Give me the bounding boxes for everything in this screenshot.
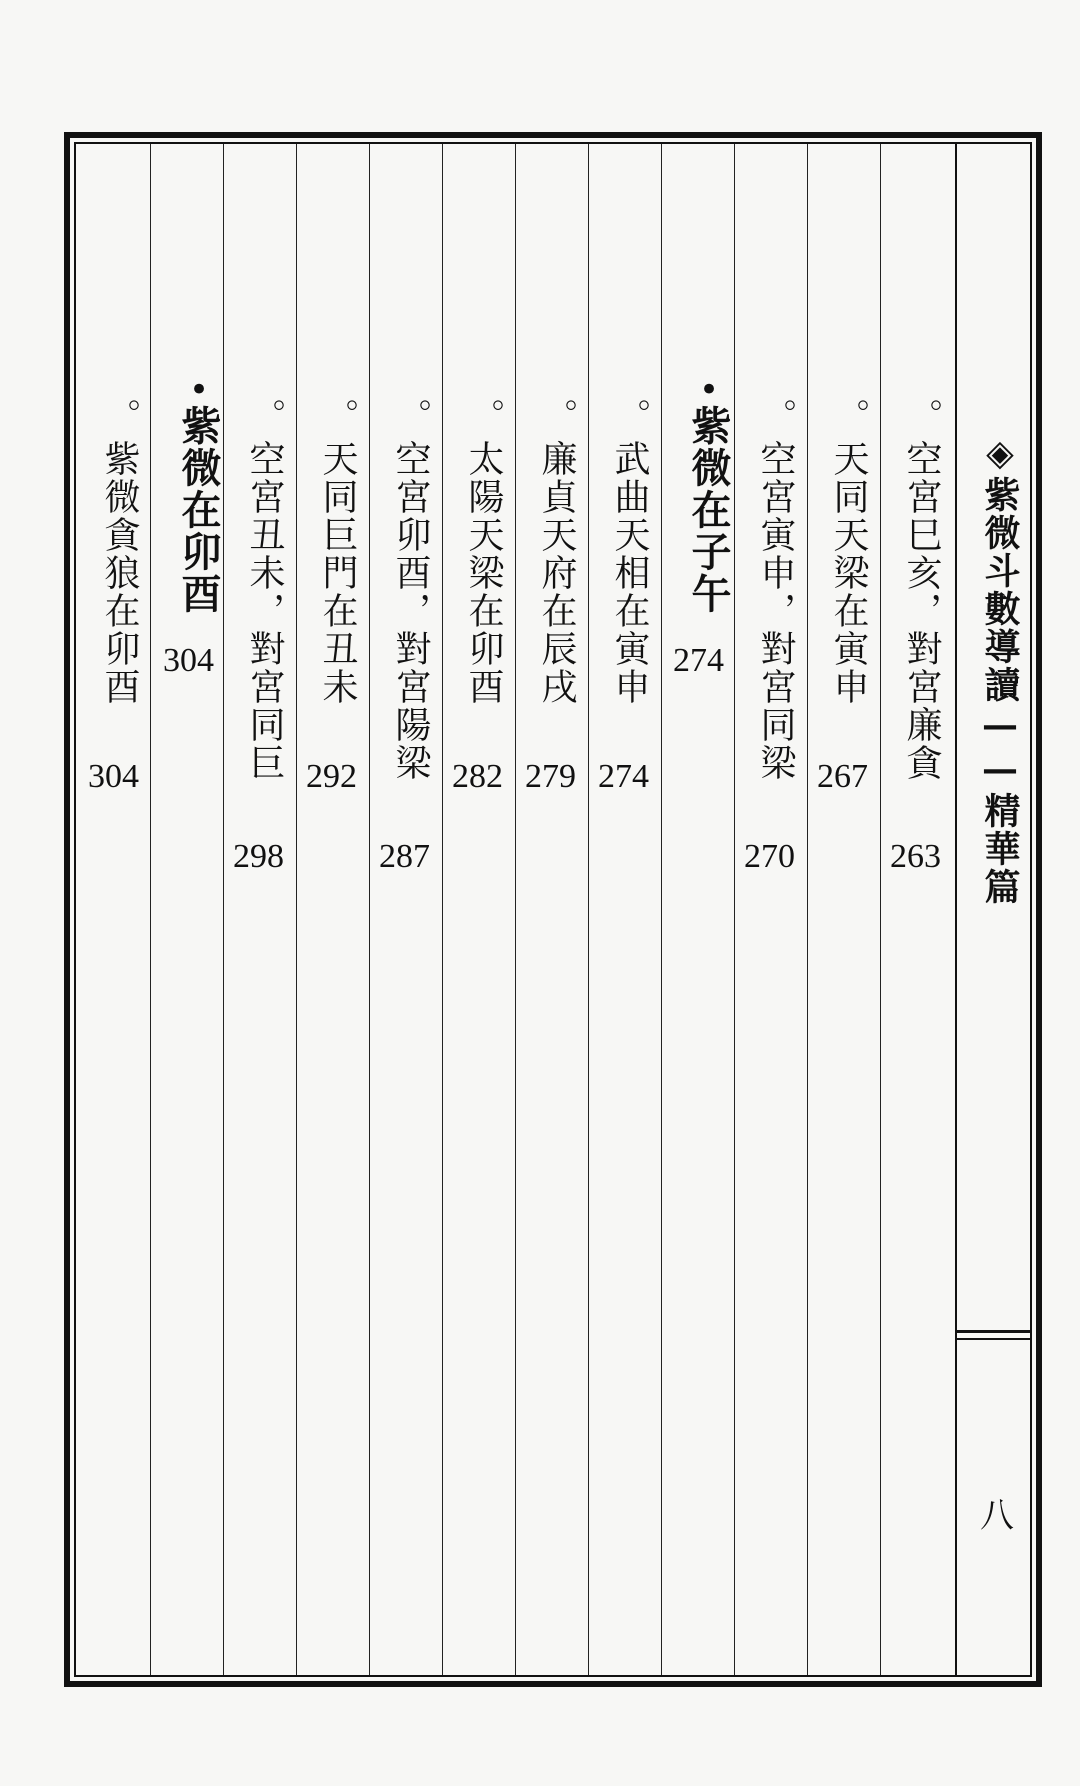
- toc-section-heading: 紫微在子午: [685, 405, 731, 615]
- column-divider: [880, 144, 881, 1675]
- toc-entry-text: 武曲天相在寅申: [609, 440, 650, 706]
- toc-entry-text: 天同巨門在丑未: [317, 440, 358, 706]
- column-divider: [515, 144, 516, 1675]
- entry-marker: 。: [538, 398, 578, 432]
- entry-marker: 。: [246, 398, 286, 432]
- toc-page-number: 274: [598, 758, 649, 795]
- entry-marker: 。: [830, 398, 870, 432]
- toc-entry-text: 空宮寅申，對宮同梁: [755, 440, 796, 782]
- toc-page-number: 279: [525, 758, 576, 795]
- toc-entry-text: 天同天梁在寅申: [828, 440, 869, 706]
- entry-marker: 。: [465, 398, 505, 432]
- column-divider: [369, 144, 370, 1675]
- column-divider: [734, 144, 735, 1675]
- column-divider: [223, 144, 224, 1675]
- heading-bullet: •: [179, 370, 219, 410]
- column-divider: [588, 144, 589, 1675]
- toc-page-number: 304: [88, 758, 139, 795]
- column-divider: [661, 144, 662, 1675]
- toc-page-number: 298: [233, 838, 284, 875]
- toc-entry-text: 空宮丑未，對宮同巨: [244, 440, 285, 782]
- entry-marker: 。: [611, 398, 651, 432]
- header-separator: [957, 1330, 1030, 1340]
- toc-section-heading: 紫微在卯酉: [175, 405, 221, 615]
- toc-page-number: 267: [817, 758, 868, 795]
- folio-number: 八: [980, 1496, 1014, 1536]
- toc-page-number: 304: [163, 642, 214, 679]
- heading-bullet: •: [689, 370, 729, 410]
- toc-page-number: 263: [890, 838, 941, 875]
- entry-marker: 。: [319, 398, 359, 432]
- column-divider: [296, 144, 297, 1675]
- header-column: [955, 142, 1030, 1677]
- column-divider: [807, 144, 808, 1675]
- toc-entry-text: 太陽天梁在卯酉: [463, 440, 504, 706]
- entry-marker: 。: [392, 398, 432, 432]
- entry-marker: 。: [903, 398, 943, 432]
- toc-entry-text: 空宮巳亥，對宮廉貪: [901, 440, 942, 782]
- toc-page-number: 274: [673, 642, 724, 679]
- toc-entry-text: 空宮卯酉，對宮陽梁: [390, 440, 431, 782]
- toc-page-number: 292: [306, 758, 357, 795]
- toc-page-number: 282: [452, 758, 503, 795]
- entry-marker: 。: [101, 398, 141, 432]
- toc-entry-text: 紫微貪狼在卯酉: [99, 440, 140, 706]
- entry-marker: 。: [757, 398, 797, 432]
- column-divider: [150, 144, 151, 1675]
- column-divider: [442, 144, 443, 1675]
- toc-entry-text: 廉貞天府在辰戌: [536, 440, 577, 706]
- running-header-title: ◈紫微斗數導讀——精華篇: [979, 432, 1021, 906]
- toc-page-number: 287: [379, 838, 430, 875]
- toc-page-number: 270: [744, 838, 795, 875]
